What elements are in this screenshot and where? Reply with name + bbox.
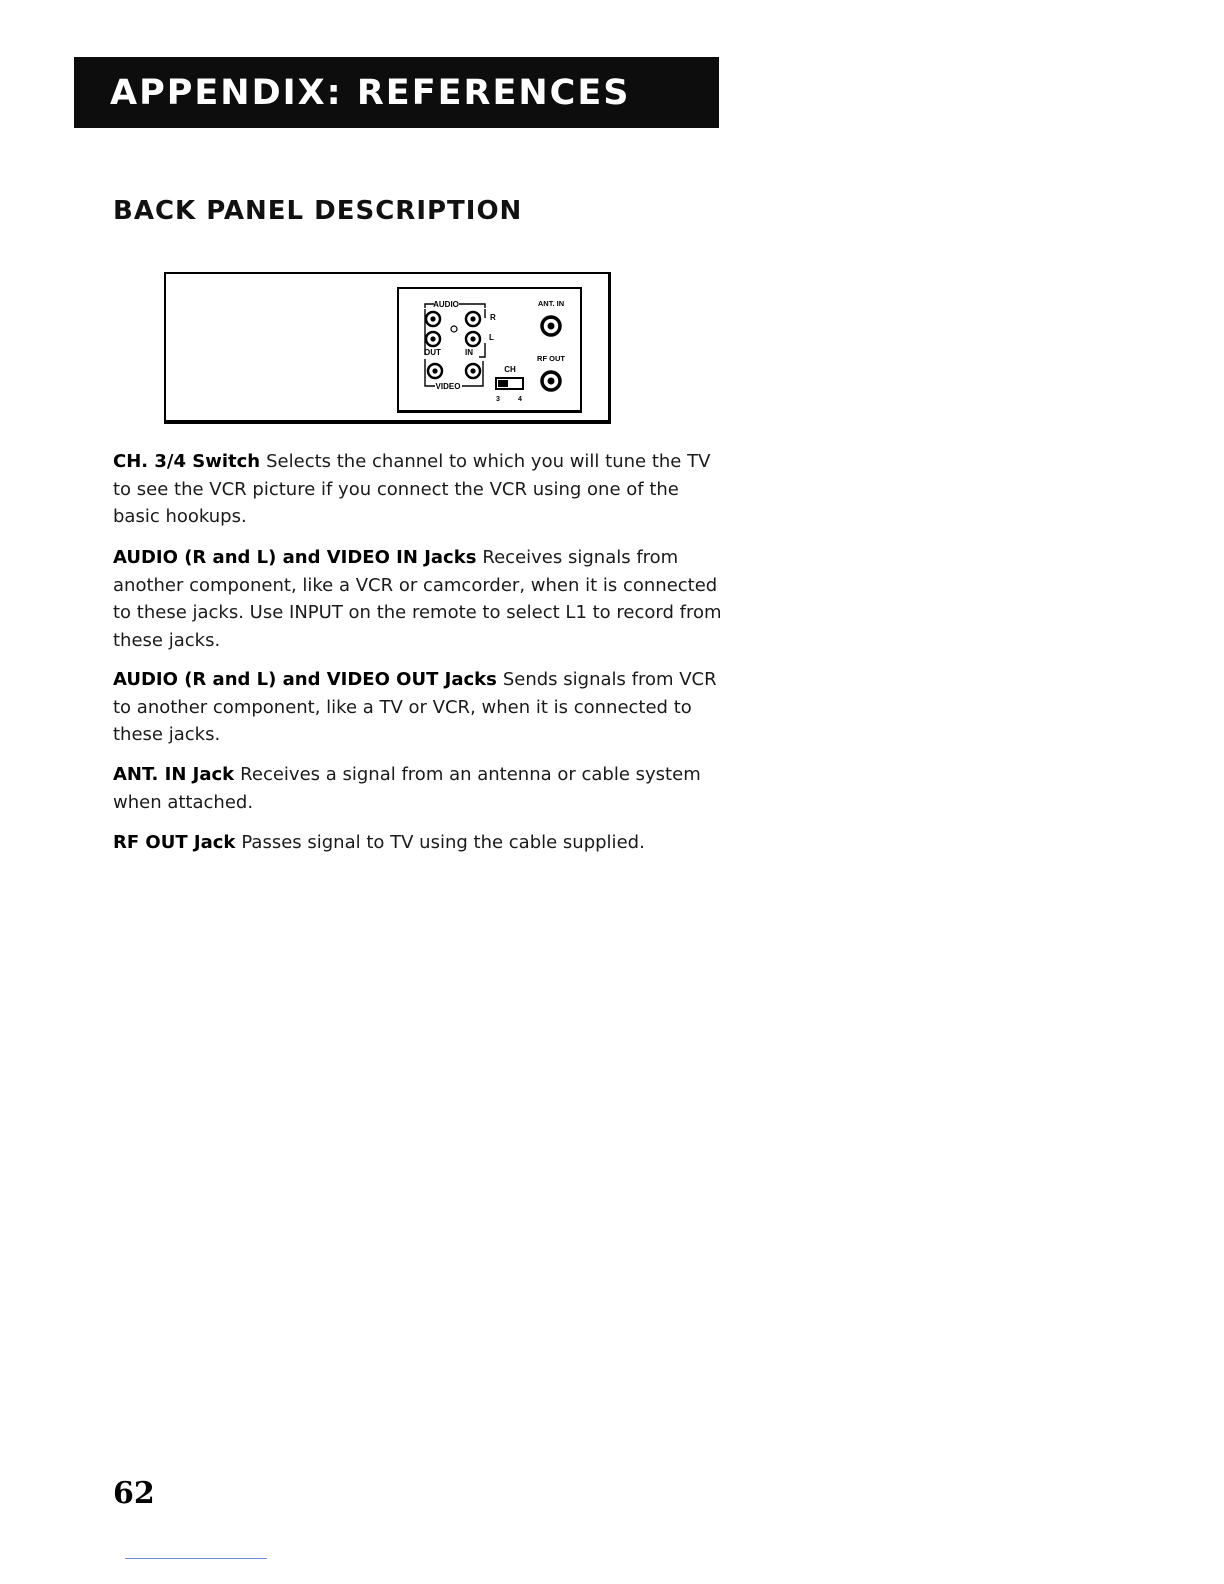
- desc-text: Receives a signal from an antenna or cable system when attached.: [113, 764, 701, 813]
- audio-r-label: R: [490, 313, 496, 322]
- desc-text: Sends signals from VCR to another component, like a TV or VCR, when it is connected to these jacks.: [113, 669, 717, 745]
- audio-in-r-jack: [466, 312, 480, 326]
- desc-ch-switch: [113, 448, 723, 531]
- ch-label: CH: [504, 365, 516, 374]
- desc-text: Passes signal to TV using the cable supplied.: [241, 832, 645, 853]
- desc-rf-out: [113, 829, 723, 857]
- desc-term: RF OUT Jack: [113, 832, 236, 853]
- section-title: BACK PANEL DESCRIPTION: [113, 196, 523, 226]
- audio-out-l-jack: [426, 332, 440, 346]
- desc-term: CH. 3/4 Switch: [113, 451, 261, 472]
- desc-text: Receives signals from another component, like a VCR or camcorder, when it is connected to these jacks. Use INPUT on the remote to select L1 to record from these jacks.: [113, 547, 722, 651]
- chapter-title: APPENDIX: REFERENCES: [110, 72, 631, 113]
- rf-out-jack: [542, 372, 560, 390]
- rf-out-label: RF OUT: [537, 354, 565, 363]
- footer-rule: [125, 1558, 267, 1559]
- audio-out-r-jack: [426, 312, 440, 326]
- out-label: OUT: [424, 348, 441, 357]
- ch-3-label: 3: [496, 396, 500, 403]
- page-number: 62: [113, 1476, 155, 1511]
- back-panel-figure: [164, 272, 611, 424]
- video-in-jack: [466, 364, 480, 378]
- video-out-jack: [428, 364, 442, 378]
- audio-in-l-jack: [466, 332, 480, 346]
- back-panel-svg: [399, 289, 580, 410]
- back-panel-diagram: [397, 287, 582, 413]
- in-label: IN: [465, 348, 473, 357]
- chapter-banner: [74, 57, 719, 128]
- desc-term: AUDIO (R and L) and VIDEO IN Jacks: [113, 547, 477, 568]
- desc-text: Selects the channel to which you will tune the TV to see the VCR picture if you connect the VCR using one of the basic hookups.: [113, 451, 711, 527]
- center-indicator: [451, 326, 457, 332]
- ch-3-4-switch: [496, 378, 523, 389]
- desc-ant-in: [113, 761, 723, 816]
- video-label: VIDEO: [435, 382, 461, 391]
- ant-in-label: ANT. IN: [537, 299, 565, 308]
- ch-4-label: 4: [518, 396, 522, 403]
- desc-audio-video-in: [113, 544, 723, 654]
- desc-audio-video-out: [113, 666, 723, 749]
- desc-term: ANT. IN Jack: [113, 764, 235, 785]
- ant-in-jack: [542, 317, 560, 335]
- desc-term: AUDIO (R and L) and VIDEO OUT Jacks: [113, 669, 497, 690]
- audio-label: AUDIO: [433, 300, 459, 309]
- audio-l-label: L: [489, 333, 494, 342]
